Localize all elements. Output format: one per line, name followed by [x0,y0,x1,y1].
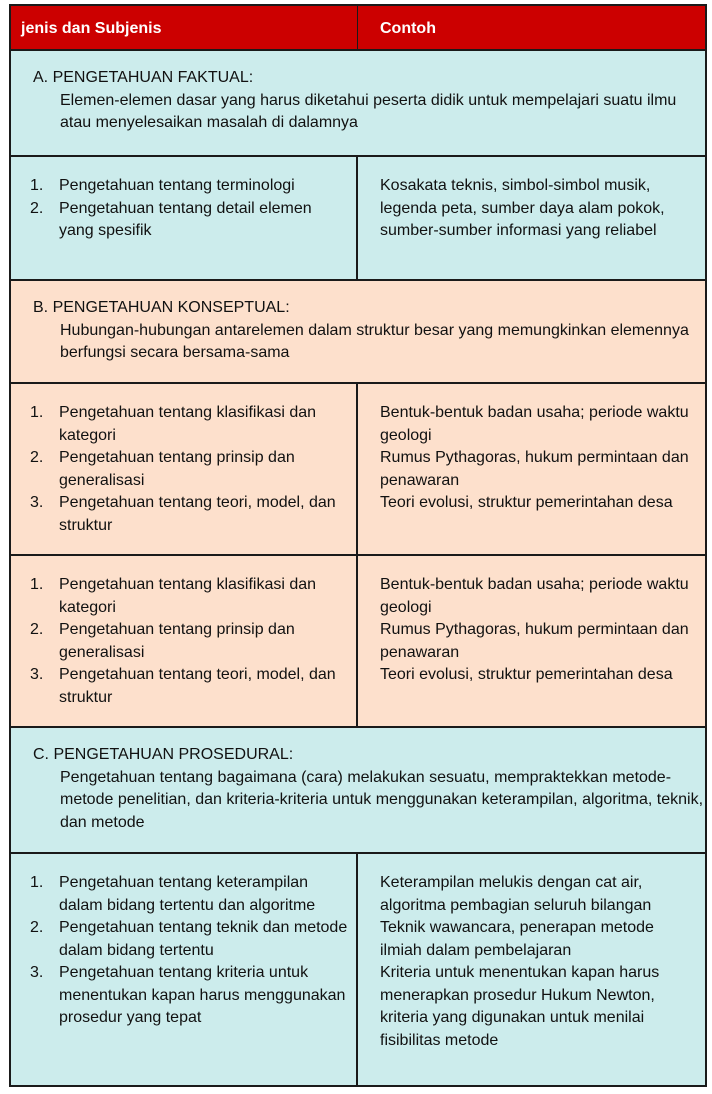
section-c-body [11,852,705,1085]
section-b-body-1 [11,382,705,554]
example-text: Kriteria untuk menentukan kapan harus menerapkan prosedur Hukum Newton, kriteria yang digunakan untuk menilai fisibilitas metode [380,964,660,1049]
section-b-subtypes-1 [11,384,358,554]
example-text: Rumus Pythagoras, hukum permintaan dan penawaran [380,449,689,489]
example-text: Rumus Pythagoras, hukum permintaan dan penawaran [380,621,689,661]
list-item: 2. Pengetahuan tentang teknik dan metode dalam bidang tertentu [30,919,348,959]
section-b-description: Hubungan-hubungan antarelemen dalam struktur besar yang memungkinkan elemennya berfungsi secara bersama-sama [60,321,689,361]
header-col-example: Contoh [380,20,436,37]
list-item: 1. Pengetahuan tentang klasifikasi dan kategori [30,404,317,444]
section-c-examples [358,854,705,1085]
section-b-body-2 [11,554,705,726]
list-item: 2. Pengetahuan tentang prinsip dan generalisasi [30,449,295,489]
list-item: 3. Pengetahuan tentang teori, model, dan struktur [30,666,336,706]
list-item: 3. Pengetahuan tentang kriteria untuk menentukan kapan harus menggunakan prosedur yang tepat [30,964,346,1026]
section-c-title: C. PENGETAHUAN PROSEDURAL: [33,746,294,763]
section-a-header [11,51,705,155]
section-b-header [11,279,705,382]
example-text: Bentuk-bentuk badan usaha; periode waktu geologi [380,576,689,616]
example-text: Bentuk-bentuk badan usaha; periode waktu geologi [380,404,689,444]
list-item: 1. Pengetahuan tentang terminologi [30,177,295,194]
example-text: Teori evolusi, struktur pemerintahan desa [380,666,673,683]
list-item: 2. Pengetahuan tentang detail elemen yang spesifik [30,199,312,239]
header-col-type: jenis dan Subjenis [11,6,358,49]
list-item: 1. Pengetahuan tentang klasifikasi dan kategori [30,576,317,616]
section-a-subtypes [11,157,358,279]
section-a-description: Elemen-elemen dasar yang harus diketahui peserta didik untuk mempelajari suatu ilmu atau menyelesaikan masalah di dalamnya [60,91,677,131]
table-header [11,6,705,51]
list-item: 3. Pengetahuan tentang teori, model, dan struktur [30,494,336,534]
example-text: Keterampilan melukis dengan cat air, algoritma pembagian seluruh bilangan [380,874,652,914]
section-c-subtypes [11,854,358,1085]
section-b-examples-2 [358,556,705,726]
section-c-description: Pengetahuan tentang bagaimana (cara) melakukan sesuatu, mempraktekkan metode-metode penelitian, dan kriteria-kriteria untuk menggunakan keterampilan, algoritma, teknik, dan metode [60,768,704,831]
section-b-title: B. PENGETAHUAN KONSEPTUAL: [33,299,290,316]
section-a-title: A. PENGETAHUAN FAKTUAL: [33,69,254,86]
section-c-header [11,726,705,852]
list-item: 2. Pengetahuan tentang prinsip dan generalisasi [30,621,295,661]
knowledge-types-table [9,4,707,1087]
section-b-examples-1 [358,384,705,554]
section-a-body [11,155,705,279]
section-b-subtypes-2 [11,556,358,726]
section-a-examples: Kosakata teknis, simbol-simbol musik, legenda peta, sumber daya alam pokok, sumber-sumber informasi yang reliabel [380,177,665,239]
list-item: 1. Pengetahuan tentang keterampilan dalam bidang tertentu dan algoritme [30,874,316,914]
example-text: Teori evolusi, struktur pemerintahan desa [380,494,673,511]
example-text: Teknik wawancara, penerapan metode ilmiah dalam pembelajaran [380,919,654,959]
